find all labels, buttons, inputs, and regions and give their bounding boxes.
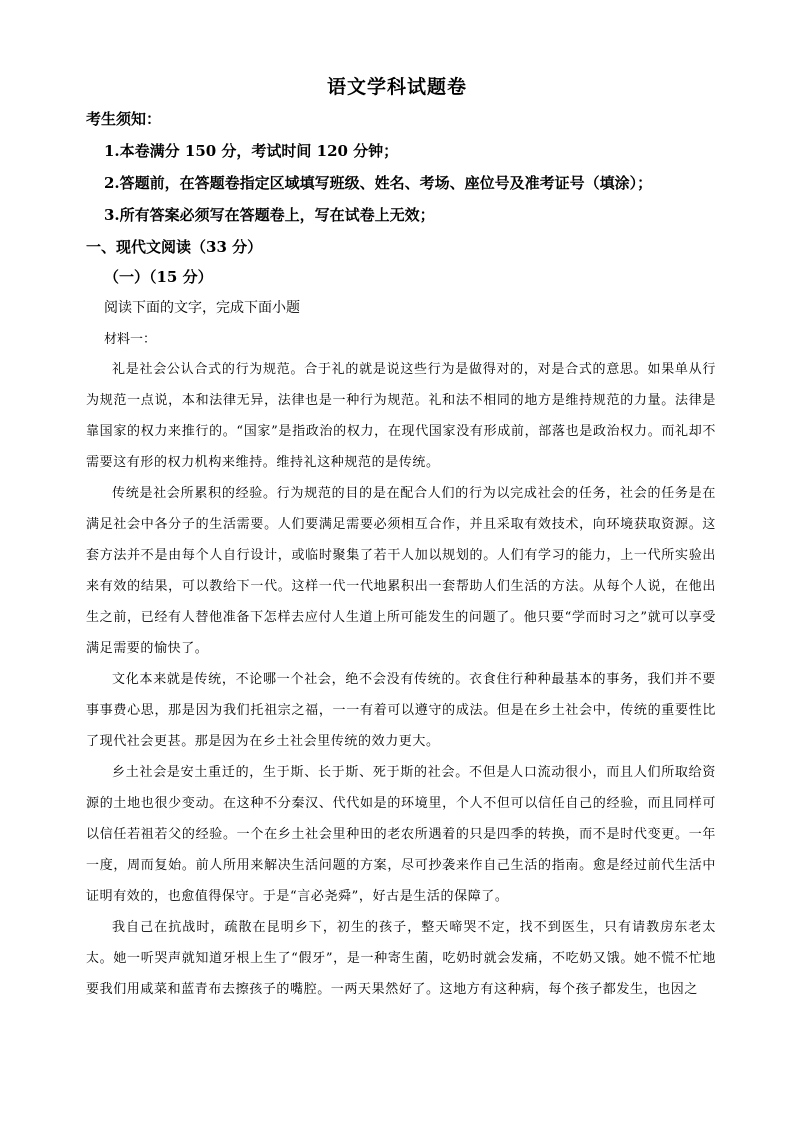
notice-heading: 考生须知： <box>86 110 162 128</box>
paragraph: 乡土社会是安土重迁的，生于斯、长于斯、死于斯的社会。不但是人口流动很小，而且人们所取给资源的土地也很少变动。在这种不分秦汉、代代如是的环境里，个人不但可以信任自己的经验，而且同样可以信任若祖若父的经验。一个在乡土社会里种田的老农所遇着的只是四季的转换，而不是时代变更。一年一度，周而复始。前人所用来解决生活问题的方案，尽可抄袭来作自己生活的指南。愈是经过前代生活中证明有效的，也愈值得保守。于是“言必尧舜”，好古是生活的保障了。 <box>86 765 716 904</box>
material-label: 材料一： <box>104 332 157 347</box>
notice-item: 3.所有答案必须写在答题卷上，写在试卷上无效； <box>104 206 435 224</box>
reading-instruction: 阅读下面的文字，完成下面小题 <box>104 300 300 316</box>
notice-item: 2.答题前，在答题卷指定区域填写班级、姓名、考场、座位号及准考证号（填涂）； <box>104 174 653 192</box>
section-title: 一、现代文阅读（33 分） <box>86 238 263 256</box>
paragraph: 我自己在抗战时，疏散在昆明乡下，初生的孩子，整天啼哭不定，找不到医生，只有请教房东老太太。她一听哭声就知道牙根上生了“假牙”，是一种寄生菌，吃奶时就会发痛，不吃奶又饿。她不慌不忙地要我们用咸菜和蓝青布去擦孩子的嘴腔。一两天果然好了。这地方有这种病，每个孩子都发生，也因之 <box>86 920 716 997</box>
paragraph: 礼是社会公认合式的行为规范。合于礼的就是说这些行为是做得对的，对是合式的意思。如果单从行为规范一点说，本和法律无异，法律也是一种行为规范。礼和法不相同的地方是维持规范的力量。法律是靠国家的权力来推行的。“国家”是指政治的权力，在现代国家没有形成前，部落也是政治权力。而礼却不需要这有形的权力机构来维持。维持礼这种规范的是传统。 <box>86 362 716 470</box>
notice-item: 1.本卷满分 150 分，考试时间 120 分钟； <box>104 142 399 160</box>
paragraph: 文化本来就是传统，不论哪一个社会，绝不会没有传统的。衣食住行种种最基本的事务，我们并不要事事费心思，那是因为我们托祖宗之福，一一有着可以遵守的成法。但是在乡土社会中，传统的重要性比了现代社会更甚。那是因为在乡土社会里传统的效力更大。 <box>86 672 716 749</box>
page-title: 语文学科试题卷 <box>326 76 467 98</box>
paragraph: 传统是社会所累积的经验。行为规范的目的是在配合人们的行为以完成社会的任务，社会的任务是在满足社会中各分子的生活需要。人们要满足需要必须相互合作，并且采取有效技术，向环境获取资源。这套方法并不是由每个人自行设计，或临时聚集了若干人加以规划的。人们有学习的能力，上一代所实验出来有效的结果，可以教给下一代。这样一代一代地累积出一套帮助人们生活的方法。从每个人说，在他出生之前，已经有人替他准备下怎样去应付人生道上所可能发生的问题了。他只要“学而时习之”就可以享受满足需要的愉快了。 <box>86 486 716 656</box>
section-subtitle: （一）（15 分） <box>104 268 213 286</box>
